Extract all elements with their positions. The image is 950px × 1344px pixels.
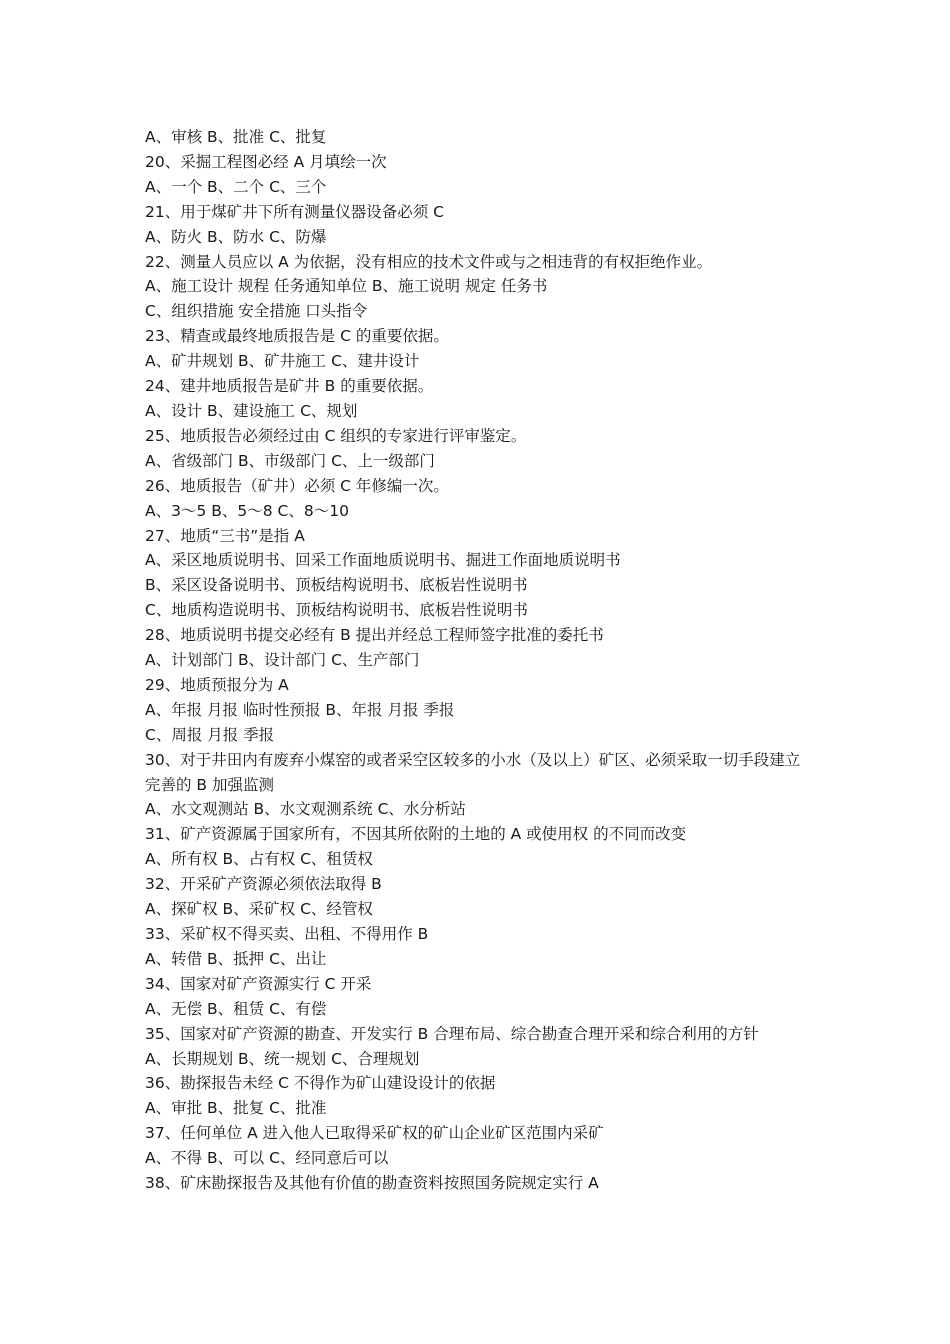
answer-options-line: A、3～5 B、5～8 C、8～10 <box>145 501 349 520</box>
answer-options-line: A、无偿 B、租赁 C、有偿 <box>145 999 327 1018</box>
answer-options-line: A、长期规划 B、统一规划 C、合理规划 <box>145 1049 420 1068</box>
answer-options-line: A、防火 B、防水 C、防爆 <box>145 227 327 246</box>
answer-options-line: A、年报 月报 临时性预报 B、年报 月报 季报 <box>145 700 455 719</box>
question-25: 25、地质报告必须经过由 C 组织的专家进行评审鉴定。 <box>145 426 527 445</box>
question-37: 37、任何单位 A 进入他人已取得采矿权的矿山企业矿区范围内采矿 <box>145 1124 604 1143</box>
answer-options-line: A、设计 B、建设施工 C、规划 <box>145 401 358 420</box>
answer-options-line: C、组织措施 安全措施 口头指令 <box>145 302 368 321</box>
question-30: 30、对于井田内有废弃小煤窑的或者采空区较多的小水（及以上）矿区、必须采取一切手段建立完善的 B 加强监测 <box>145 750 801 794</box>
answer-options-line: C、周报 月报 季报 <box>145 725 275 744</box>
question-38: 38、矿床勘探报告及其他有价值的勘查资料按照国务院规定实行 A <box>145 1174 599 1193</box>
answer-options-line: A、所有权 B、占有权 C、租赁权 <box>145 850 373 869</box>
question-24: 24、建井地质报告是矿井 B 的重要依据。 <box>145 377 434 396</box>
question-34: 34、国家对矿产资源实行 C 开采 <box>145 974 372 993</box>
answer-options-line: C、地质构造说明书、顶板结构说明书、底板岩性说明书 <box>145 601 528 620</box>
document-body <box>145 125 810 1196</box>
answer-options-line: A、施工设计 规程 任务通知单位 B、施工说明 规定 任务书 <box>145 277 548 296</box>
question-23: 23、精查或最终地质报告是 C 的重要依据。 <box>145 327 449 346</box>
question-36: 36、勘探报告未经 C 不得作为矿山建设设计的依据 <box>145 1074 496 1093</box>
answer-options-line: A、转借 B、抵押 C、出让 <box>145 949 327 968</box>
answer-options-line: A、计划部门 B、设计部门 C、生产部门 <box>145 651 420 670</box>
answer-options-line: A、审核 B、批准 C、批复 <box>145 128 327 146</box>
question-22: 22、测量人员应以 A 为依据，没有相应的技术文件或与之相违背的有权拒绝作业。 <box>145 252 713 271</box>
answer-options-line: B、采区设备说明书、顶板结构说明书、底板岩性说明书 <box>145 576 528 595</box>
question-29: 29、地质预报分为 A <box>145 675 289 694</box>
answer-options-line: A、矿井规划 B、矿井施工 C、建井设计 <box>145 352 420 371</box>
question-27: 27、地质“三书”是指 A <box>145 526 305 545</box>
answer-options-line: A、采区地质说明书、回采工作面地质说明书、掘进工作面地质说明书 <box>145 551 621 570</box>
answer-options-line: A、探矿权 B、采矿权 C、经管权 <box>145 900 373 919</box>
answer-options-line: A、省级部门 B、市级部门 C、上一级部门 <box>145 451 435 470</box>
question-26: 26、地质报告（矿井）必须 C 年修编一次。 <box>145 476 449 495</box>
answer-options-line: A、水文观测站 B、水文观测系统 C、水分析站 <box>145 800 466 819</box>
answer-options-line: A、一个 B、二个 C、三个 <box>145 177 327 196</box>
question-28: 28、地质说明书提交必经有 B 提出并经总工程师签字批准的委托书 <box>145 626 604 645</box>
question-31: 31、矿产资源属于国家所有，不因其所依附的土地的 A 或使用权 的不同而改变 <box>145 825 687 844</box>
question-32: 32、开采矿产资源必须依法取得 B <box>145 875 382 894</box>
question-20: 20、采掘工程图必经 A 月填绘一次 <box>145 152 387 171</box>
question-35: 35、国家对矿产资源的勘查、开发实行 B 合理布局、综合勘查合理开采和综合利用的方针 <box>145 1024 759 1043</box>
question-21: 21、用于煤矿井下所有测量仪器设备必须 C <box>145 202 444 221</box>
answer-options-line: A、不得 B、可以 C、经同意后可以 <box>145 1149 389 1168</box>
answer-options-line: A、审批 B、批复 C、批准 <box>145 1099 327 1118</box>
question-33: 33、采矿权不得买卖、出租、不得用作 B <box>145 925 429 943</box>
